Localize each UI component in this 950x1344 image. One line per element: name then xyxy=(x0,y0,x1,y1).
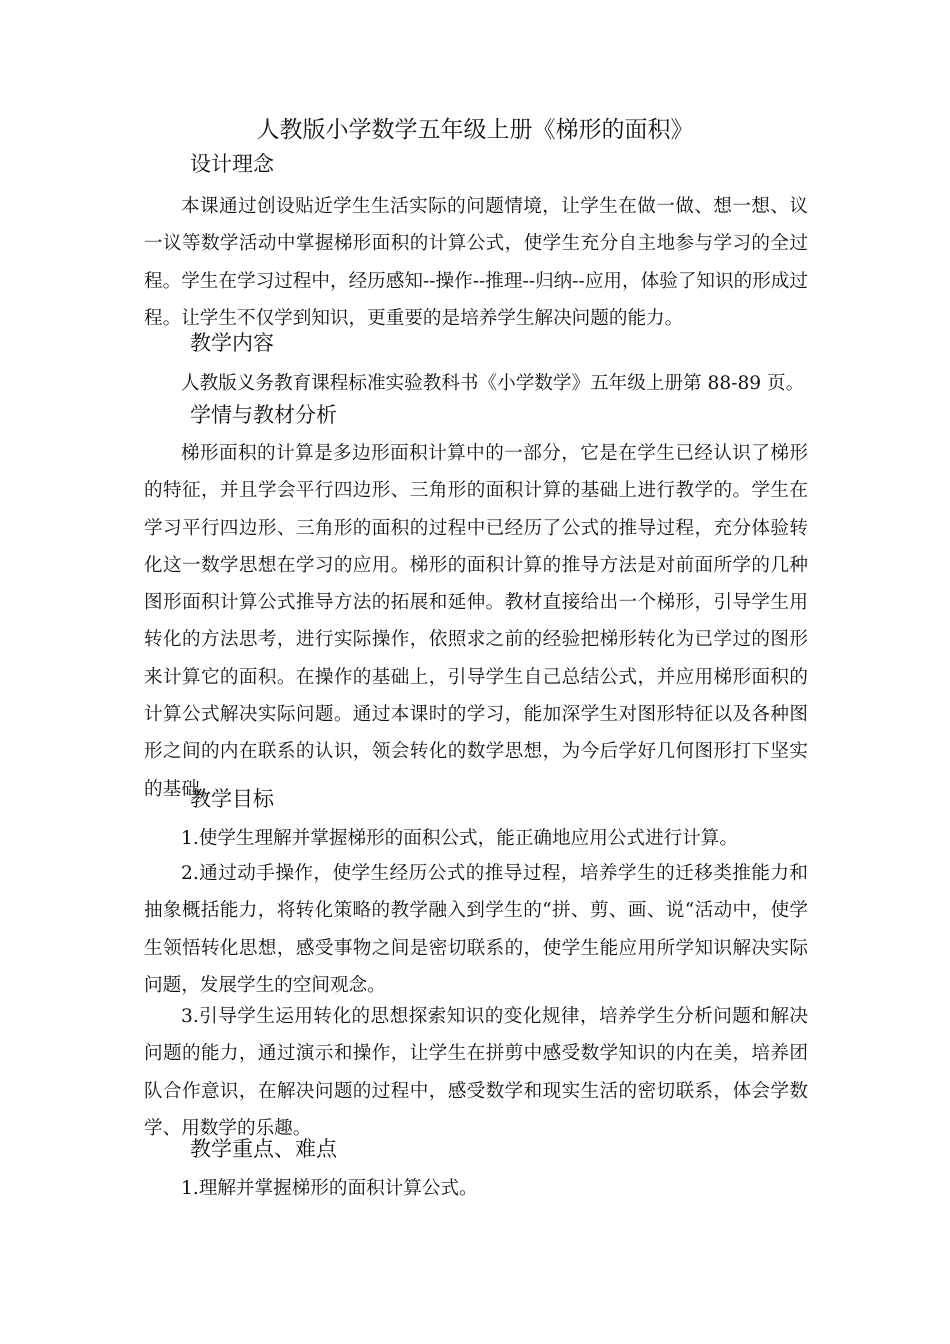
paragraph-analysis: 梯形面积的计算是多边形面积计算中的一部分，它是在学生已经认识了梯形的特征，并且学会平行四边形、三角形的面积计算的基础上进行教学的。学生在学习平行四边形、三角形的面积的过程中已经历了公式的推导过程，充分体验转化这一数学思想在学习的应用。梯形的面积计算的推导方法是对前面所学的几种图形面积计算公式推导方法的拓展和延伸。教材直接给出一个梯形，引导学生用转化的方法思考，进行实际操作，依照求之前的经验把梯形转化为已学过的图形来计算它的面积。在操作的基础上，引导学生自己总结公式，并应用梯形面积的计算公式解决实际问题。通过本课时的学习，能加深学生对图形特征以及各种图形之间的内在联系的认识，领会转化的数学思想，为今后学好几何图形打下坚实的基础。 xyxy=(144,443,808,800)
paragraph-goal-2: 2.通过动手操作，使学生经历公式的推导过程，培养学生的迁移类推能力和抽象概括能力，将转化策略的教学融入到学生的“拼、剪、画、说“活动中，使学生领悟转化思想，感受事物之间是密切联系的，使学生能应用所学知识解决实际问题，发展学生的空间观念。 xyxy=(144,863,808,996)
paragraph-design-concept: 本课通过创设贴近学生生活实际的问题情境，让学生在做一做、想一想、议一议等数学活动中掌握梯形面积的计算公式，使学生充分自主地参与学习的全过程。学生在学习过程中，经历感知--操作--推理--归纳--应用，体验了知识的形成过程。让学生不仅学到知识，更重要的是培养学生解决问题的能力。 xyxy=(144,196,808,329)
section-heading-key-points: 教学重点、难点 xyxy=(190,1137,337,1161)
paragraph-goal-1: 1.使学生理解并掌握梯形的面积公式，能正确地应用公式进行计算。 xyxy=(181,828,738,849)
section-heading-analysis: 学情与教材分析 xyxy=(190,403,337,427)
section-heading-teaching-content: 教学内容 xyxy=(190,331,274,355)
section-heading-teaching-goals: 教学目标 xyxy=(190,787,274,811)
paragraph-teaching-content: 人教版义务教育课程标准实验教科书《小学数学》五年级上册第 88-89 页。 xyxy=(181,373,805,394)
paragraph-key-point-1: 1.理解并掌握梯形的面积计算公式。 xyxy=(181,1178,478,1199)
document-title: 人教版小学数学五年级上册《梯形的面积》 xyxy=(256,117,694,143)
section-heading-design-concept: 设计理念 xyxy=(190,152,274,176)
paragraph-goal-3: 3.引导学生运用转化的思想探索知识的变化规律，培养学生分析问题和解决问题的能力，通过演示和操作，让学生在拼剪中感受数学知识的内在美，培养团队合作意识，在解决问题的过程中，感受数学和现实生活的密切联系，体会学数学、用数学的乐趣。 xyxy=(144,1006,808,1139)
